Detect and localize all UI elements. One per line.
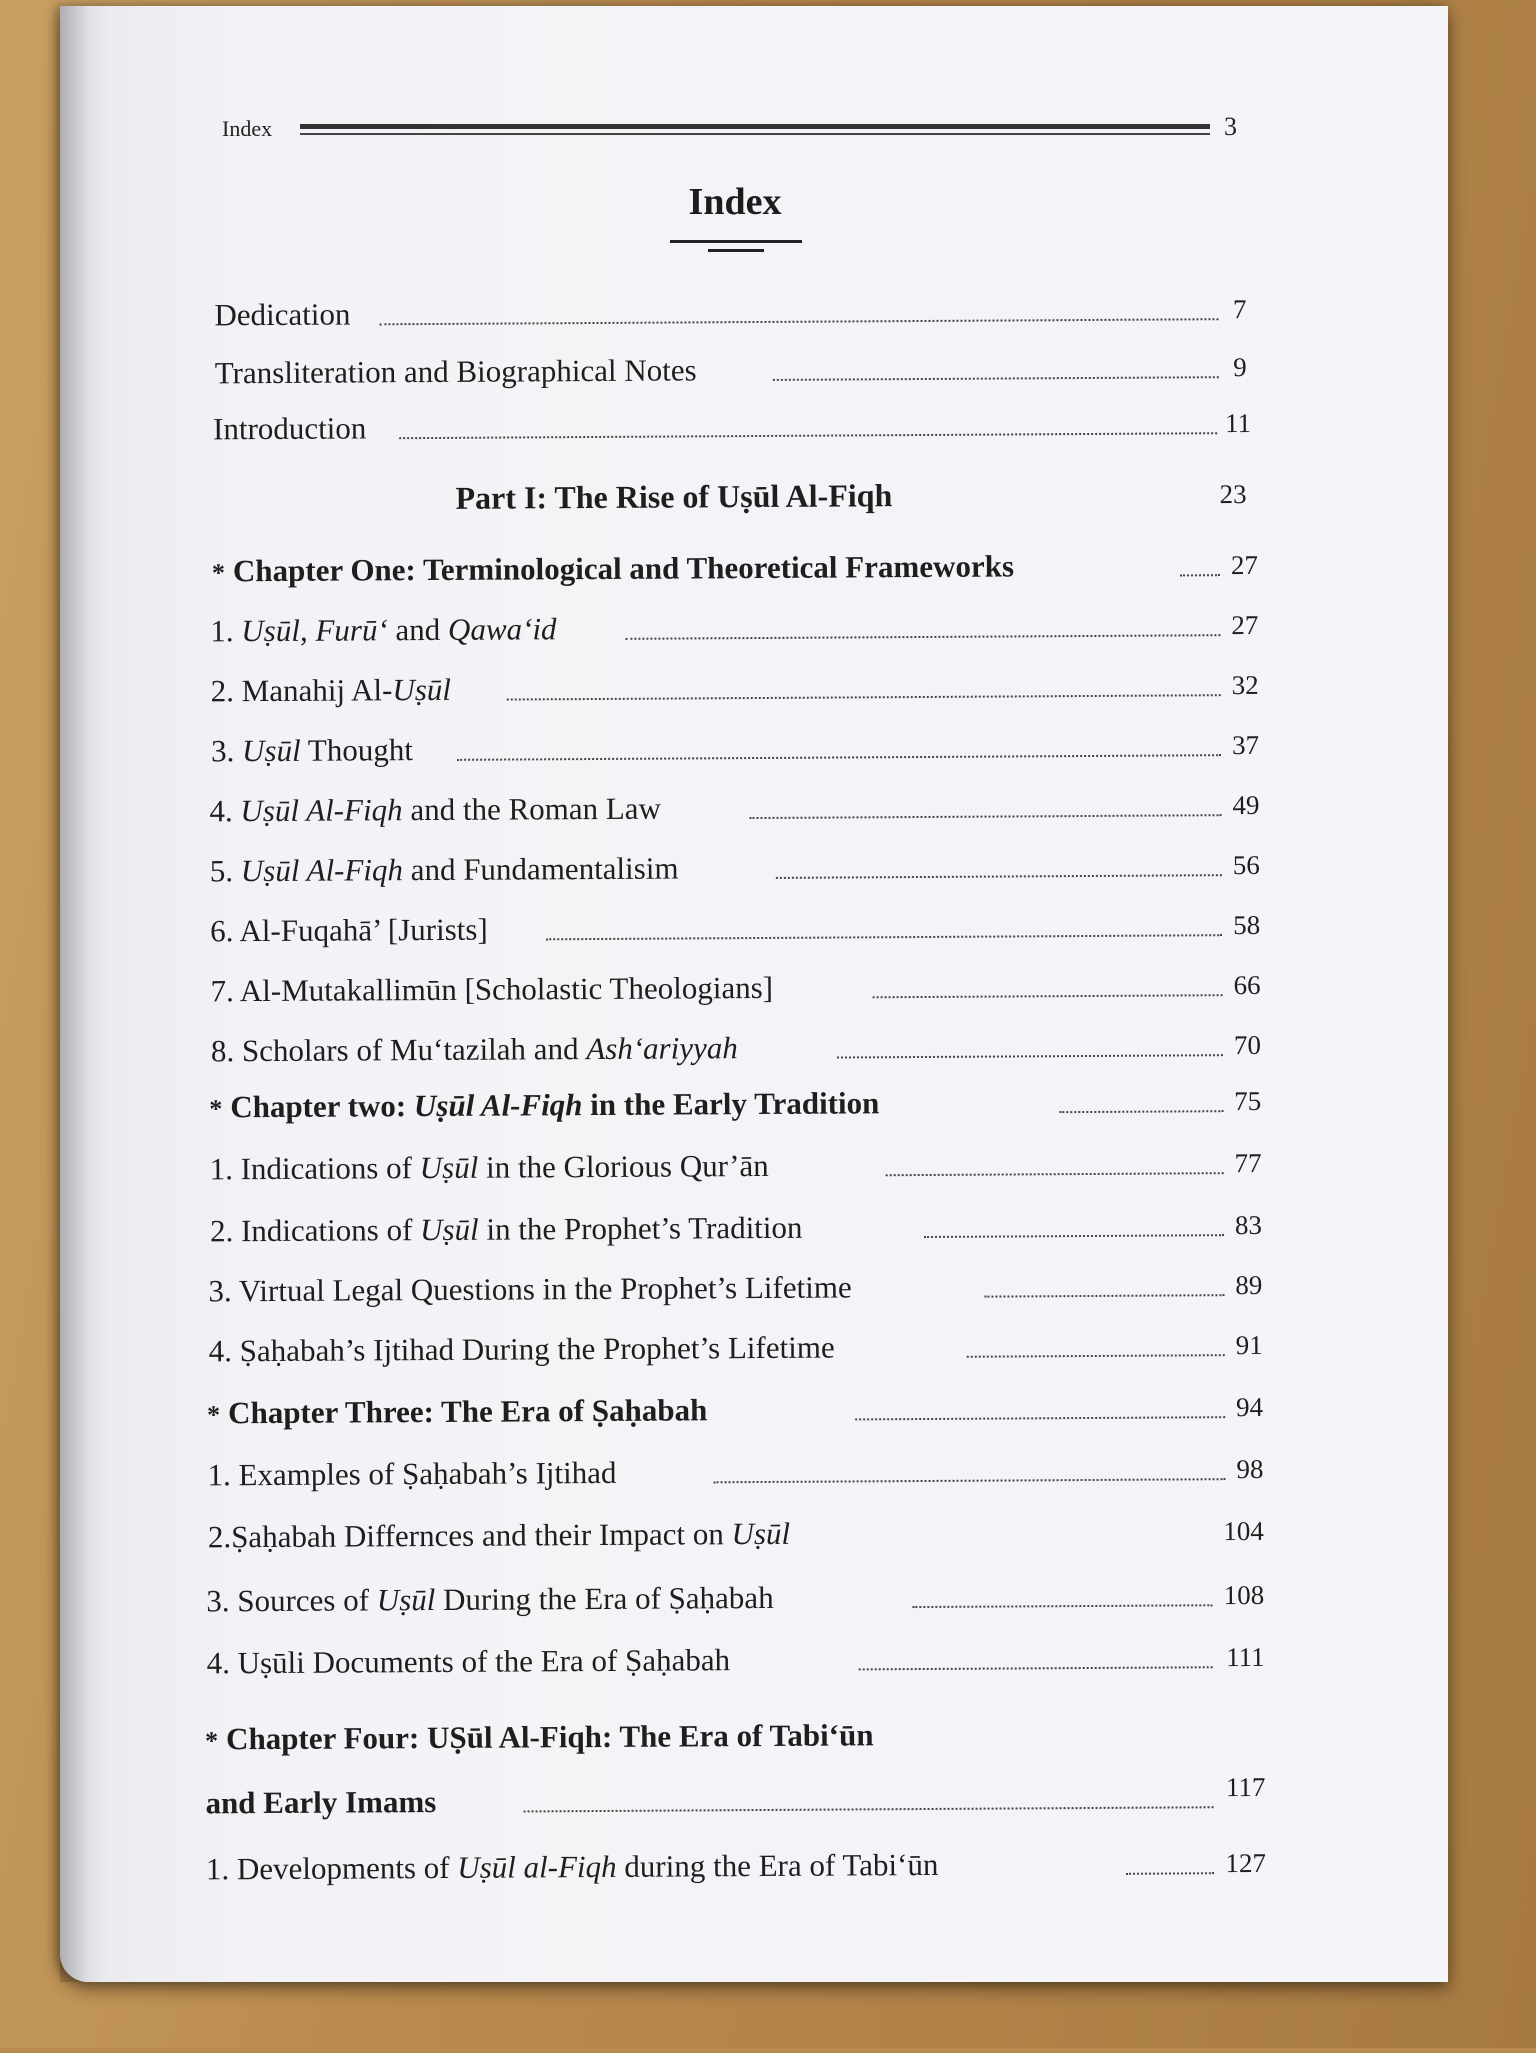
chapter-heading-four-cont: and Early Imams 117 xyxy=(205,1771,1266,1821)
toc-page-number: 66 xyxy=(1233,969,1261,1001)
toc-page-number: 70 xyxy=(1233,1029,1261,1061)
bullet-star: * xyxy=(209,1094,223,1124)
toc-entry: 3. Virtual Legal Questions in the Prophet’s Lifetime 89 xyxy=(208,1269,1263,1309)
toc-page-number: 9 xyxy=(1233,352,1247,383)
toc-page-number: 56 xyxy=(1232,849,1260,881)
dot-leader xyxy=(837,1054,1223,1058)
toc-entry: 1. Indications of Uṣūl in the Glorious Qur’ān 77 xyxy=(209,1147,1262,1187)
toc-page-number: 7 xyxy=(1232,294,1247,325)
dot-leader xyxy=(912,1604,1212,1608)
toc-page-number: 111 xyxy=(1226,1641,1265,1673)
dot-leader xyxy=(457,754,1221,761)
chapter-heading-one xyxy=(212,545,1262,595)
toc-entry: 1. Developments of Uṣūl al-Fiqh during the Era of Tabi‘ūn 127 xyxy=(205,1846,1266,1887)
chapter-title: Chapter One: Terminological and Theoretical Frameworks xyxy=(232,548,1015,589)
toc-page-number: 89 xyxy=(1235,1269,1263,1301)
chapter-heading-three: * Chapter Three: The Era of Ṣaḥabah 94 xyxy=(207,1391,1264,1431)
dot-leader xyxy=(886,1172,1224,1176)
toc-entry-dedication xyxy=(214,289,1256,339)
dot-leader xyxy=(984,1294,1224,1297)
toc-page-number: 32 xyxy=(1231,669,1259,701)
toc-entry: 3. Sources of Uṣūl During the Era of Ṣaḥabah 108 xyxy=(206,1579,1265,1619)
toc-entry: 2. Manahij Al-Uṣūl 32 xyxy=(210,669,1259,709)
toc-entry: 5. Uṣūl Al-Fiqh and Fundamentalisim 56 xyxy=(209,849,1260,889)
toc-entry: 8. Scholars of Mu‘tazilah and Ash‘ariyyah 70 xyxy=(210,1029,1261,1069)
page-number: 3 xyxy=(1224,112,1237,141)
bullet-star: * xyxy=(205,1726,219,1756)
dot-leader xyxy=(776,874,1222,879)
dot-leader xyxy=(749,814,1221,819)
toc-entry: 4. Uṣūli Documents of the Era of Ṣaḥabah 111 xyxy=(206,1641,1265,1681)
dot-leader xyxy=(855,1416,1225,1420)
chapter-heading-two: * Chapter two: Uṣūl Al-Fiqh in the Early Tradition 75 xyxy=(209,1085,1262,1125)
toc-entry: 1. Uṣūl, Furū‘ and Qawa‘id 27 xyxy=(210,609,1259,649)
dot-leader xyxy=(1126,1872,1214,1875)
toc-page-number: 127 xyxy=(1225,1847,1266,1879)
dot-leader xyxy=(524,1806,1214,1812)
toc-entry: 2. Indications of Uṣūl in the Prophet’s Tradition 83 xyxy=(209,1209,1263,1249)
toc-entry: 4. Ṣaḥabah’s Ijtihad During the Prophet’s Lifetime 91 xyxy=(208,1329,1263,1369)
running-head-label: Index xyxy=(222,116,273,141)
dot-leader xyxy=(399,432,1217,439)
dot-leader xyxy=(1180,574,1220,576)
bullet-star: * xyxy=(211,558,226,588)
toc-entry: 6. Al-Fuqahā’ [Jurists] 58 xyxy=(210,909,1261,949)
toc-entry-text: Dedication xyxy=(214,296,351,333)
toc-entry: 7. Al-Mutakallimūn [Scholastic Theologians] 66 xyxy=(210,969,1261,1009)
dot-leader xyxy=(859,1666,1213,1670)
toc-page-number: 27 xyxy=(1231,609,1259,641)
toc-page-number: 117 xyxy=(1225,1771,1266,1803)
chapter-heading-four: * Chapter Four: UṢūl Al-Fiqh: The Era of Tabi‘ūn xyxy=(205,1717,874,1757)
toc-page-number: 108 xyxy=(1223,1579,1265,1611)
toc-page-number: 91 xyxy=(1235,1329,1263,1361)
toc-entry: 4. Uṣūl Al-Fiqh and the Roman Law 49 xyxy=(209,789,1260,829)
dot-leader xyxy=(1059,1110,1223,1113)
dot-leader xyxy=(967,1354,1225,1358)
dot-leader xyxy=(714,1478,1226,1483)
part-page-number: 23 xyxy=(1219,479,1247,510)
toc-entry-transliteration xyxy=(215,347,1257,397)
toc-entry: 1. Examples of Ṣaḥabah’s Ijtihad 98 xyxy=(207,1453,1264,1493)
toc-entry-text: Transliteration and Biographical Notes xyxy=(214,352,697,391)
toc-page-number: 83 xyxy=(1234,1209,1263,1241)
toc-page-number: 77 xyxy=(1234,1147,1262,1179)
toc-entry-text: Introduction xyxy=(213,410,367,447)
toc-page-number: 37 xyxy=(1231,729,1260,761)
toc-page-number: 58 xyxy=(1233,909,1261,941)
toc-entry: 3. Uṣūl Thought 37 xyxy=(210,729,1260,769)
dot-leader xyxy=(773,376,1219,381)
dot-leader xyxy=(546,934,1222,940)
part-heading: Part I: The Rise of Uṣūl Al-Fiqh xyxy=(455,477,893,516)
toc-page-number: 104 xyxy=(1223,1515,1264,1547)
toc-page-number: 94 xyxy=(1236,1391,1264,1423)
toc-page-number: 75 xyxy=(1234,1085,1262,1117)
dot-leader xyxy=(924,1234,1224,1238)
dot-leader xyxy=(379,318,1218,325)
dot-leader xyxy=(873,994,1223,998)
toc-page-number: 11 xyxy=(1225,407,1252,439)
toc-page-number: 98 xyxy=(1236,1453,1264,1485)
dot-leader xyxy=(507,694,1221,700)
toc-entry-introduction xyxy=(213,403,1257,453)
toc-page-number: 49 xyxy=(1232,789,1260,821)
toc-page-number: 27 xyxy=(1230,549,1259,581)
page-title: Index xyxy=(688,181,782,223)
toc-entry: 2.Ṣaḥabah Differnces and their Impact on Uṣūl 104 xyxy=(207,1515,1264,1555)
bullet-star: * xyxy=(207,1400,221,1430)
dot-leader xyxy=(625,634,1220,640)
